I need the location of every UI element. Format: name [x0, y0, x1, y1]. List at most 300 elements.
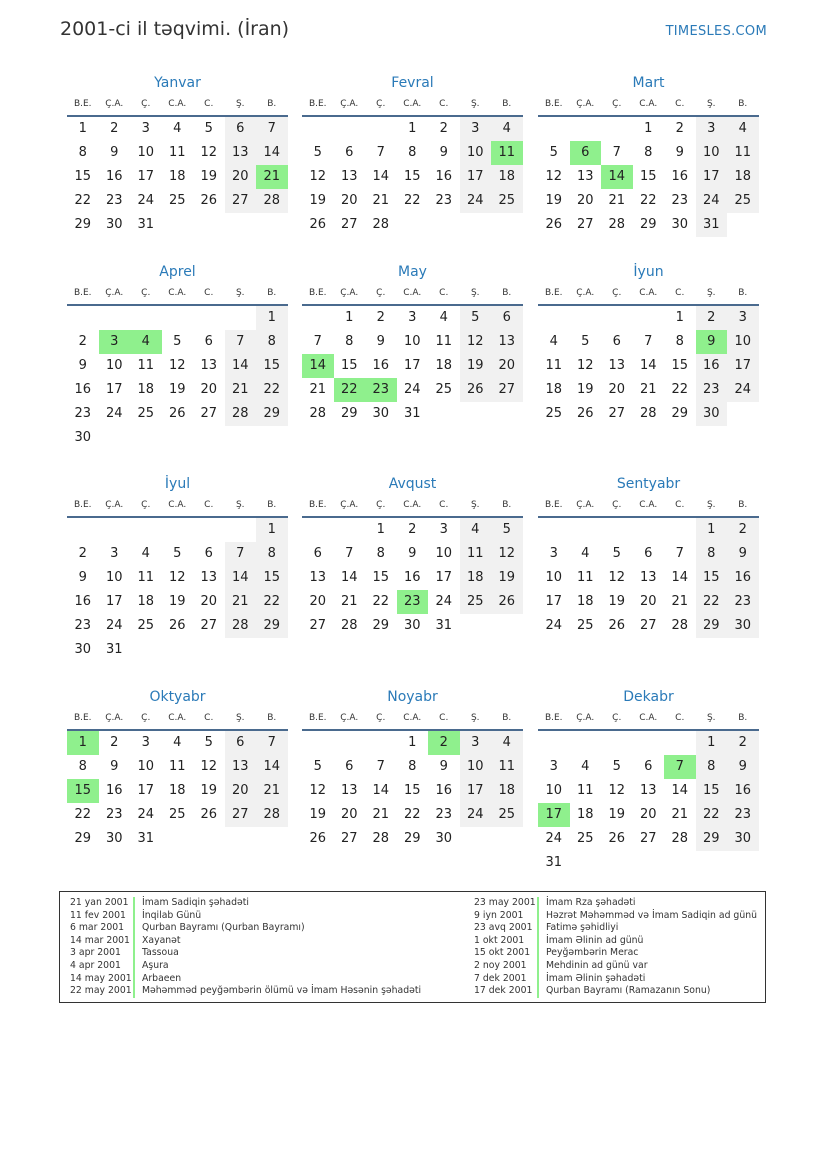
day-cell: 24	[460, 803, 492, 827]
weekday-label: Ç.	[141, 500, 151, 510]
weekday-label: Ç.	[612, 288, 622, 298]
day-cell: 19	[309, 807, 327, 822]
holiday-date: 14 mar 2001	[70, 934, 130, 946]
day-cell: 7	[376, 759, 385, 774]
weekday-label: C.A.	[403, 500, 422, 510]
day-cell: 3	[439, 522, 448, 537]
day-cell: 21	[671, 807, 689, 822]
day-cell: 23	[397, 590, 429, 614]
weekday-label: Ç.A.	[105, 713, 124, 723]
day-cell: 14	[372, 169, 390, 184]
day-cell: 24	[460, 189, 492, 213]
day-cell: 17	[435, 570, 453, 585]
day-cell: 16	[727, 566, 759, 590]
day-cell: 12	[576, 358, 594, 373]
day-cell: 19	[309, 193, 327, 208]
day-cell: 6	[345, 759, 354, 774]
holiday-marker	[133, 897, 135, 910]
empty-day	[570, 117, 602, 141]
empty-day	[601, 518, 633, 542]
weekday-label: C.A.	[168, 99, 187, 109]
day-cell: 17	[545, 594, 563, 609]
day-cell: 17	[727, 354, 759, 378]
day-cell: 14	[225, 354, 257, 378]
week-row	[302, 378, 523, 402]
week-row	[302, 306, 523, 330]
weekday-label: B.E.	[308, 713, 327, 723]
day-cell: 27	[200, 618, 218, 633]
day-cell: 9	[727, 542, 759, 566]
day-cell: 2	[408, 522, 417, 537]
day-cell: 7	[664, 755, 696, 779]
weekday-label: Ç.A.	[105, 500, 124, 510]
weekday-label: Ş.	[470, 288, 480, 298]
day-cell: 19	[608, 594, 626, 609]
day-cell: 10	[403, 334, 421, 349]
day-cell: 18	[576, 594, 594, 609]
day-cell: 15	[74, 169, 92, 184]
day-cell: 20	[225, 779, 257, 803]
day-cell: 19	[460, 354, 492, 378]
day-cell: 9	[78, 570, 87, 585]
day-cell: 1	[256, 306, 288, 330]
holiday-name: İnqilab Günü	[142, 909, 202, 921]
day-cell: 21	[225, 590, 257, 614]
day-cell: 6	[570, 141, 602, 165]
month-name: Sentyabr	[616, 476, 681, 492]
day-cell: 26	[168, 618, 186, 633]
day-cell: 1	[67, 731, 99, 755]
day-cell: 20	[200, 594, 218, 609]
day-cell: 11	[460, 542, 492, 566]
weekday-label: B.E.	[73, 713, 92, 723]
holiday-name: İmam Əlinin ad günü	[546, 934, 644, 946]
week-row	[302, 213, 523, 237]
day-cell: 28	[309, 406, 327, 421]
day-cell: 15	[372, 570, 390, 585]
day-cell: 5	[581, 334, 590, 349]
day-cell: 10	[435, 546, 453, 561]
empty-day	[334, 117, 366, 141]
day-cell: 8	[675, 334, 684, 349]
day-cell: 4	[727, 117, 759, 141]
day-cell: 16	[105, 783, 123, 798]
day-cell: 9	[675, 145, 684, 160]
day-cell: 6	[313, 546, 322, 561]
day-cell: 21	[639, 382, 657, 397]
day-cell: 5	[173, 546, 182, 561]
day-cell: 8	[408, 145, 417, 160]
empty-day	[162, 306, 194, 330]
weekday-label: Ş.	[235, 713, 245, 723]
weekday-label: Ç.A.	[340, 288, 359, 298]
month-block	[67, 262, 288, 450]
weekday-label: Ç.A.	[340, 99, 359, 109]
day-cell: 16	[671, 169, 689, 184]
day-cell: 3	[549, 759, 558, 774]
day-cell: 4	[581, 759, 590, 774]
day-cell: 14	[639, 358, 657, 373]
day-cell: 1	[696, 731, 728, 755]
day-cell: 4	[581, 546, 590, 561]
day-cell: 10	[545, 783, 563, 798]
day-cell: 29	[696, 827, 728, 851]
day-cell: 11	[545, 358, 563, 373]
week-row	[538, 354, 759, 378]
holiday-item	[70, 947, 421, 960]
day-cell: 9	[408, 546, 417, 561]
holiday-item	[70, 960, 421, 973]
day-cell: 18	[137, 594, 155, 609]
week-row	[67, 614, 288, 638]
weekday-label: B.	[502, 288, 512, 298]
holiday-date: 6 mar 2001	[70, 922, 125, 934]
day-cell: 27	[225, 189, 257, 213]
day-cell: 29	[696, 614, 728, 638]
empty-day	[538, 306, 570, 330]
day-cell: 21	[309, 382, 327, 397]
weekday-label: Ç.A.	[105, 288, 124, 298]
holiday-list-left	[70, 897, 421, 998]
day-cell: 3	[141, 121, 150, 136]
weekday-header	[538, 93, 759, 117]
day-cell: 27	[225, 803, 257, 827]
weekday-label: Ş.	[235, 99, 245, 109]
day-cell: 5	[204, 735, 213, 750]
week-row	[302, 141, 523, 165]
day-cell: 28	[671, 618, 689, 633]
weekday-label: Ş.	[470, 713, 480, 723]
day-cell: 8	[78, 759, 87, 774]
day-cell: 13	[200, 358, 218, 373]
day-cell: 9	[110, 759, 119, 774]
weekday-label: C.	[675, 288, 685, 298]
day-cell: 15	[256, 354, 288, 378]
day-cell: 27	[200, 406, 218, 421]
empty-day	[99, 306, 131, 330]
weekday-label: B.	[267, 99, 277, 109]
weekday-label: B.	[738, 500, 748, 510]
week-row	[538, 189, 759, 213]
empty-day	[302, 117, 334, 141]
day-cell: 13	[225, 755, 257, 779]
holiday-name: İmam Əlinin şəhadəti	[546, 972, 646, 984]
week-row	[67, 731, 288, 755]
day-cell: 20	[200, 382, 218, 397]
day-cell: 11	[168, 759, 186, 774]
day-cell: 13	[309, 570, 327, 585]
empty-day	[538, 518, 570, 542]
weekday-label: C.	[439, 99, 449, 109]
day-cell: 7	[313, 334, 322, 349]
day-cell: 19	[200, 169, 218, 184]
day-cell: 27	[576, 217, 594, 232]
month-block	[302, 73, 523, 237]
weekday-header	[67, 494, 288, 518]
day-cell: 30	[727, 614, 759, 638]
day-cell: 18	[576, 807, 594, 822]
week-row	[538, 518, 759, 542]
day-cell: 30	[403, 618, 421, 633]
holiday-date: 22 may 2001	[70, 985, 132, 997]
week-row	[302, 614, 523, 638]
empty-day	[601, 117, 633, 141]
weekday-label: Ç.	[141, 288, 151, 298]
day-cell: 21	[608, 193, 626, 208]
day-cell: 1	[256, 518, 288, 542]
weekday-label: C.A.	[639, 500, 658, 510]
day-cell: 2	[727, 518, 759, 542]
day-cell: 6	[644, 759, 653, 774]
holiday-name: Fatimə şəhidliyi	[546, 922, 619, 934]
holiday-item	[70, 973, 421, 986]
day-cell: 5	[612, 546, 621, 561]
day-cell: 31	[696, 213, 728, 237]
day-cell: 3	[408, 310, 417, 325]
day-cell: 13	[225, 141, 257, 165]
week-row	[538, 378, 759, 402]
day-cell: 25	[137, 618, 155, 633]
week-row	[302, 165, 523, 189]
holiday-date: 11 fev 2001	[70, 909, 126, 921]
day-cell: 10	[460, 755, 492, 779]
day-cell: 15	[639, 169, 657, 184]
weekday-label: Ç.A.	[340, 500, 359, 510]
day-cell: 3	[460, 731, 492, 755]
holiday-item	[70, 935, 421, 948]
weekday-header	[538, 494, 759, 518]
day-cell: 29	[372, 618, 390, 633]
weekday-label: B.	[267, 500, 277, 510]
day-cell: 31	[137, 217, 155, 232]
day-cell: 27	[340, 217, 358, 232]
week-row	[538, 165, 759, 189]
day-cell: 30	[105, 831, 123, 846]
day-cell: 9	[110, 145, 119, 160]
holiday-item	[70, 922, 421, 935]
day-cell: 24	[403, 382, 421, 397]
empty-day	[538, 731, 570, 755]
week-row	[67, 306, 288, 330]
empty-day	[67, 518, 99, 542]
day-cell: 25	[435, 382, 453, 397]
empty-day	[365, 731, 397, 755]
day-cell: 5	[491, 518, 523, 542]
day-cell: 19	[168, 594, 186, 609]
day-cell: 18	[137, 382, 155, 397]
holiday-date: 7 dek 2001	[474, 972, 527, 984]
day-cell: 30	[105, 217, 123, 232]
holiday-marker	[537, 985, 539, 998]
weekday-label: C.A.	[639, 99, 658, 109]
day-cell: 12	[608, 783, 626, 798]
week-row	[538, 755, 759, 779]
holiday-date: 21 yan 2001	[70, 897, 129, 908]
day-cell: 8	[696, 542, 728, 566]
weekday-label: C.	[204, 500, 214, 510]
day-cell: 11	[435, 334, 453, 349]
day-cell: 2	[110, 121, 119, 136]
day-cell: 22	[256, 378, 288, 402]
empty-day	[633, 518, 665, 542]
day-cell: 31	[137, 831, 155, 846]
week-row	[302, 542, 523, 566]
day-cell: 22	[74, 807, 92, 822]
week-row	[302, 803, 523, 827]
day-cell: 25	[168, 807, 186, 822]
day-cell: 23	[727, 803, 759, 827]
day-cell: 13	[639, 783, 657, 798]
month-block	[538, 73, 759, 237]
day-cell: 26	[200, 193, 218, 208]
weekday-label: B.E.	[544, 288, 563, 298]
day-cell: 25	[168, 193, 186, 208]
day-cell: 8	[345, 334, 354, 349]
day-cell: 25	[137, 406, 155, 421]
month-block	[67, 687, 288, 851]
day-cell: 28	[256, 803, 288, 827]
day-cell: 1	[78, 121, 87, 136]
empty-day	[633, 306, 665, 330]
day-cell: 6	[225, 117, 257, 141]
day-cell: 4	[549, 334, 558, 349]
empty-day	[302, 306, 334, 330]
day-cell: 24	[105, 406, 123, 421]
day-cell: 29	[340, 406, 358, 421]
weekday-label: Ş.	[706, 99, 716, 109]
weekday-label: Ş.	[235, 500, 245, 510]
weekday-label: Ş.	[470, 500, 480, 510]
week-row	[67, 426, 288, 450]
day-cell: 20	[491, 354, 523, 378]
day-cell: 19	[576, 382, 594, 397]
day-cell: 21	[671, 594, 689, 609]
weekday-label: B.E.	[73, 500, 92, 510]
day-cell: 23	[696, 378, 728, 402]
day-cell: 10	[545, 570, 563, 585]
day-cell: 8	[696, 755, 728, 779]
day-cell: 21	[372, 807, 390, 822]
empty-day	[570, 731, 602, 755]
weekday-header	[302, 282, 523, 306]
week-row	[538, 590, 759, 614]
empty-day	[130, 306, 162, 330]
weekday-label: B.	[738, 288, 748, 298]
day-cell: 8	[78, 145, 87, 160]
day-cell: 23	[671, 193, 689, 208]
day-cell: 16	[435, 169, 453, 184]
day-cell: 23	[365, 378, 397, 402]
day-cell: 14	[671, 783, 689, 798]
holiday-date: 14 may 2001	[70, 972, 132, 984]
day-cell: 20	[639, 807, 657, 822]
holiday-marker	[537, 935, 539, 948]
day-cell: 14	[340, 570, 358, 585]
page-title: 2001-ci il təqvimi. (İran)	[60, 18, 290, 40]
empty-day	[334, 731, 366, 755]
day-cell: 2	[439, 121, 448, 136]
weekday-label: Ç.	[376, 288, 386, 298]
week-row	[67, 803, 288, 827]
holiday-item	[474, 947, 757, 960]
day-cell: 9	[727, 755, 759, 779]
holiday-date: 4 apr 2001	[70, 959, 121, 971]
day-cell: 12	[200, 145, 218, 160]
weekday-label: C.	[675, 713, 685, 723]
day-cell: 23	[74, 618, 92, 633]
holiday-date: 1 okt 2001	[474, 934, 525, 946]
day-cell: 13	[340, 783, 358, 798]
weekday-label: B.	[502, 713, 512, 723]
day-cell: 30	[74, 642, 92, 657]
day-cell: 4	[141, 546, 150, 561]
holiday-marker	[133, 922, 135, 935]
week-row	[302, 518, 523, 542]
weekday-label: Ç.	[612, 713, 622, 723]
holiday-name: Həzrət Məhəmməd və İmam Sadiqin ad günü	[546, 909, 758, 921]
day-cell: 28	[671, 831, 689, 846]
day-cell: 7	[345, 546, 354, 561]
month-block	[538, 262, 759, 426]
weekday-label: Ş.	[706, 713, 716, 723]
day-cell: 14	[225, 566, 257, 590]
day-cell: 29	[74, 217, 92, 232]
weekday-label: B.E.	[308, 288, 327, 298]
weekday-label: C.A.	[403, 99, 422, 109]
day-cell: 21	[256, 165, 288, 189]
day-cell: 29	[671, 406, 689, 421]
holiday-item	[474, 897, 757, 910]
weekday-label: B.E.	[73, 99, 92, 109]
day-cell: 5	[549, 145, 558, 160]
day-cell: 28	[256, 189, 288, 213]
holiday-marker	[537, 897, 539, 910]
week-row	[302, 755, 523, 779]
day-cell: 11	[491, 141, 523, 165]
day-cell: 7	[675, 546, 684, 561]
day-cell: 29	[256, 402, 288, 426]
week-row	[538, 330, 759, 354]
weekday-label: C.A.	[168, 288, 187, 298]
weekday-label: B.	[267, 288, 277, 298]
day-cell: 20	[309, 594, 327, 609]
day-cell: 30	[372, 406, 390, 421]
day-cell: 30	[727, 827, 759, 851]
day-cell: 3	[549, 546, 558, 561]
day-cell: 31	[403, 406, 421, 421]
day-cell: 28	[372, 831, 390, 846]
day-cell: 25	[491, 189, 523, 213]
day-cell: 20	[340, 807, 358, 822]
weekday-header	[302, 93, 523, 117]
day-cell: 11	[576, 783, 594, 798]
weekday-label: C.	[204, 713, 214, 723]
week-row	[538, 827, 759, 851]
weekday-label: C.A.	[639, 288, 658, 298]
day-cell: 3	[141, 735, 150, 750]
weekday-label: C.A.	[168, 713, 187, 723]
day-cell: 11	[576, 570, 594, 585]
site-link[interactable]: TIMESLES.COM	[665, 24, 767, 39]
day-cell: 13	[576, 169, 594, 184]
day-cell: 10	[137, 145, 155, 160]
weekday-label: Ç.	[141, 99, 151, 109]
holiday-name: Qurban Bayramı (Qurban Bayramı)	[142, 922, 305, 934]
day-cell: 4	[173, 121, 182, 136]
day-cell: 2	[727, 731, 759, 755]
day-cell: 30	[696, 402, 728, 426]
day-cell: 5	[173, 334, 182, 349]
